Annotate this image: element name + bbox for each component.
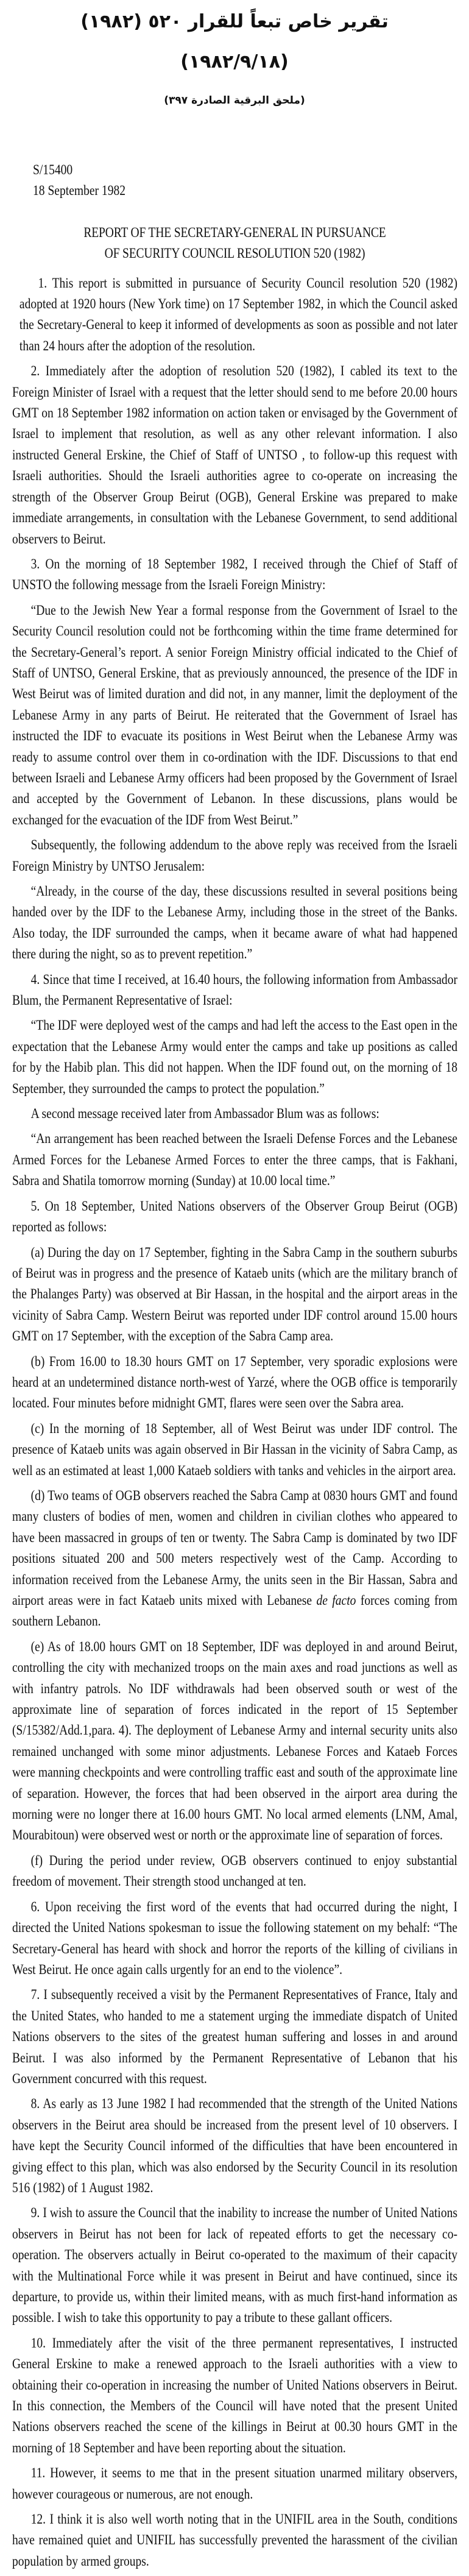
quote-israeli-foreign-ministry: “Due to the Jewish New Year a formal response from the Government of Israel to the Security Council resolution could not be forthcoming within the time frame determined for the Secretary-General’s report. A senior Foreign Ministry official indicated to the Chief of Staff of UNTSO, General Erskine, that as previously announced, the presence of the IDF in West Beirut was of limited duration and did not, in any manner, limit the deployment of the Lebanese Army in any parts of Beirut. He reiterated that the Government of Israel has instructed the IDF to evacuate its positions in West Beirut when the Lebanese Army was ready to assume control over them in co-ordination with the IDF. Discussions to that end between Israeli and Lebanese Army officers had been proposed by the Government of Israel and accepted by the Government of Lebanon. In these discussions, plans would be exchanged for the evacuation of the IDF from West Beirut.”: [12, 602, 458, 827]
paragraph-second-message: A second message received later from Ambassador Blum was as follows:: [30, 1106, 379, 1122]
arabic-annex-note: (ملحق البرقية الصادرة ٣٩٧): [164, 94, 305, 107]
paragraph-1: 1. This report is submitted in pursuance of Security Council resolution 520 (1982) adopted at 1920 hours (New York time) on 17 September 1982, in which the Council asked the Secretary-General to keep it informed of developments as soon as possible and not later than 24 hours after the adoption of the resolution.: [19, 275, 457, 353]
paragraph-8: 8. As early as 13 June 1982 I had recommended that the strength of the United Nations observers in the Beirut area should be increased from the present level of 10 observers. I have kept the Security Council informed of the difficulties that have been encountered in giving effect to this plan, which was also endorsed by the Security Council in its resolution 516 (1982) of 1 August 1982.: [12, 2096, 458, 2195]
document-symbol: S/15400: [33, 162, 73, 177]
paragraph-4: 4. Since that time I received, at 16.40 hours, the following information from Ambassador Blum, the Permanent Representative of Israel:: [12, 971, 458, 1008]
paragraph-5d-text: (d) Two teams of OGB observers reached the Sabra Camp at 0830 hours GMT and found many clusters of bodies of men, women and children in civilian clothes who appeared to have been massacred in groups of ten or twenty. The Sabra Camp is dominated by two IDF positions situated 200 and 500 meters respectively west of the Camp. According to information received from the Lebanese Army, the units seen in the Bir Hassan, Sabra and airport areas were in fact Kataeb units mixed with Lebanese: [12, 1487, 458, 1608]
report-title-line-2: OF SECURITY COUNCIL RESOLUTION 520 (1982): [104, 246, 365, 261]
paragraph-5d-italic: de facto: [316, 1593, 356, 1608]
paragraph-3: 3. On the morning of 18 September 1982, I received through the Chief of Staff of UNSTO the following message from the Israeli Foreign Ministry:: [12, 556, 458, 593]
paragraph-addendum-intro: Subsequently, the following addendum to the above reply was received from the Israeli Foreign Ministry by UNTSO Jerusalem:: [12, 837, 458, 874]
report-title: [12, 222, 457, 264]
arabic-date: (١٩٨٢/٩/١٨): [180, 51, 289, 73]
paragraph-2: 2. Immediately after the adoption of resolution 520 (1982), I cabled its text to the Foreign Minister of Israel with a request that the letter should send to me before 20.00 hours GMT on 18 September 1982 information on action taken or envisaged by the Government of Israel to implement that resolution, as well as any other relevant information. I also instructed General Erskine, the Chief of Staff of UNTSO , to follow-up this request with Israeli authorities. Should the Israeli authorities agree to co-operate on increasing the strength of the Observer Group Beirut (OGB), General Erskine was prepared to make immediate arrangements, in consultation with the Lebanese Government, to send additional observers to Beirut.: [12, 363, 458, 547]
report-title-line-1: REPORT OF THE SECRETARY-GENERAL IN PURSUANCE: [83, 224, 386, 240]
paragraph-9: 9. I wish to assure the Council that the inability to increase the number of United Nations observers in Beirut has not been for lack of repeated efforts to get the necessary co-operation. The observers actually in Beirut co-operated to the maximum of their capacity with the Multinational Force while it was present in Beirut and have continued, since its departure, to provide us, within their limited means, with as much first-hand information as possible. I wish to take this opportunity to pay a tribute to these gallant officers.: [12, 2205, 458, 2326]
paragraph-7: 7. I subsequently received a visit by the Permanent Representatives of France, Italy and the United States, who handed to me a statement urging the immediate dispatch of United Nations observers to the sites of the greatest human suffering and losses in and around Beirut. I was also informed by the Permanent Representative of Lebanon that his Government concurred with this request.: [12, 1987, 458, 2086]
paragraph-5b: (b) From 16.00 to 18.30 hours GMT on 17 September, very sporadic explosions were heard at an undetermined distance north-west of Yarzé, where the OGB office is temporarily located. Four minutes before midnight GMT, flares were seen over the Sabra area.: [12, 1353, 458, 1411]
paragraph-5f: (f) During the period under review, OGB observers continued to enjoy substantial freedom of movement. Their strength stood unchanged at ten.: [12, 1852, 458, 1889]
quote-blum-2: “An arrangement has been reached between the Israeli Defense Forces and the Lebanese Armed Forces for the Lebanese Armed Forces to enter the three camps, that is Fakhani, Sabra and Shatila tomorrow morning (Sunday) at 10.00 local time.”: [12, 1131, 458, 1189]
document-body: [12, 160, 457, 2576]
quote-addendum: “Already, in the course of the day, these discussions resulted in several positions being handed over by the IDF to the Lebanese Army, including those in the street of the Banks. Also today, the IDF surrounded the camps, when it became aware of what had happened there during the night, so as to prevent repetition.”: [12, 883, 458, 962]
paragraph-12: 12. I think it is also well worth noting that in the UNIFIL area in the South, conditions have remained quiet and UNIFIL has successfully prevented the harassment of the civilian population by armed groups.: [12, 2511, 458, 2569]
paragraph-10: 10. Immediately after the visit of the three permanent representatives, I instructed General Erskine to make a renewed approach to the Israeli authorities with a view to obtaining their co-operation in increasing the number of United Nations observers in Beirut. In this connection, the Members of the Council will have noted that the present United Nations observers reached the scene of the killings in Beirut at 00.30 hours GMT in the morning of 18 September and have been reporting about the situation.: [12, 2335, 458, 2455]
paragraph-5: 5. On 18 September, United Nations observers of the Observer Group Beirut (OGB) reported as follows:: [12, 1198, 458, 1235]
quote-blum-1: “The IDF were deployed west of the camps and had left the access to the East open in the expectation that the Lebanese Army would enter the camps and take up positions as called for by the Habib plan. This did not happen. When the IDF found out, on the morning of 18 September, they surrounded the camps to protect the population.”: [12, 1017, 458, 1096]
paragraph-6: 6. Upon receiving the first word of the events that had occurred during the night, I directed the United Nations spokesman to issue the following statement on my behalf: “The Secretary-General has heard with shock and horror the reports of the killing of civilians in West Beirut. He once again calls urgently for an end to the violence”.: [12, 1898, 458, 1977]
paragraph-11: 11. However, it seems to me that in the present situation unarmed military observers, however courageous or numerous, are not enough.: [12, 2465, 458, 2502]
paragraph-5a: (a) During the day on 17 September, fighting in the Sabra Camp in the southern suburbs of Beirut was in progress and the presence of Kataeb units (which are the military branch of the Phalanges Party) was observed at Bir Hassan, in the hospital and the airport areas in the vicinity of Sabra Camp. Western Beirut was reported under IDF control around 15.00 hours GMT on 17 September, with the exception of the Sabra Camp area.: [12, 1244, 458, 1344]
document-date: 18 September 1982: [33, 183, 126, 199]
paragraph-5d-text-end: forces coming from southern Lebanon.: [12, 1593, 458, 1629]
paragraph-5e: (e) As of 18.00 hours GMT on 18 September, IDF was deployed in and around Beirut, controlling the city with mechanized troops on the main axes and road junctions as well as with infantry patrols. No IDF withdrawals had been observed south or west of the approximate line of separation of forces indicated in the report of 15 September (S/15382/Add.1,para. 4). The deployment of Lebanese Army and internal security units also remained unchanged with some minor adjustments. Lebanese Forces and Kataeb Forces were manning checkpoints and were controlling traffic east and south of the approximate line of separation. However, the forces that had been observed in the airport area during the morning were no longer there at 16.00 hours GMT. No local armed elements (LNM, Amal, Mourabitoun) were observed west or north or the approximate line of separation of forces.: [12, 1638, 458, 1843]
paragraph-5d: [12, 1485, 457, 1632]
arabic-title: تقرير خاص تبعاً للقرار ٥٢٠ (١٩٨٢): [80, 11, 389, 32]
paragraph-5c: (c) In the morning of 18 September, all of West Beirut was under IDF control. The presence of Kataeb units was again observed in Bir Hassan in the vicinity of Sabra Camp, as well as an estimated at least 1,000 Kataeb soldiers with tanks and vehicles in the airport area.: [12, 1420, 458, 1478]
